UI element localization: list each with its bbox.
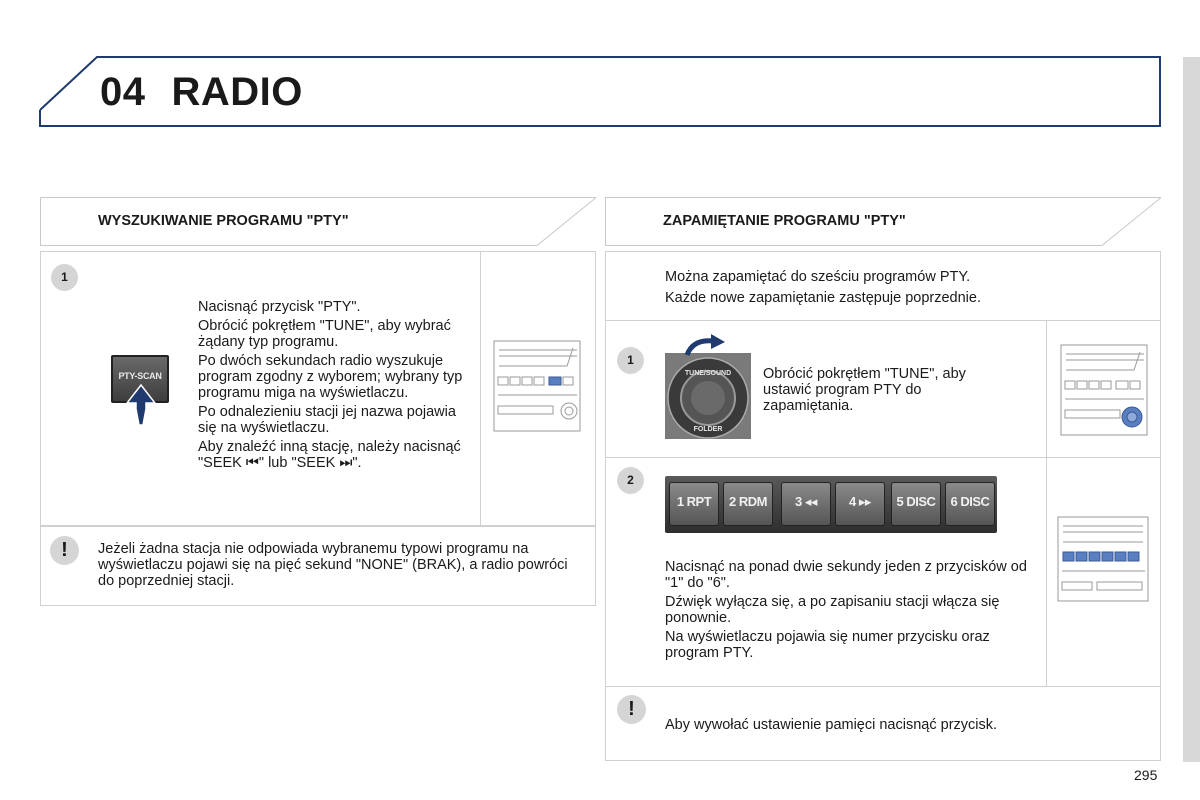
instruction-line: Aby znaleźć inną stację, należy nacisnąć "SEEK ⏮" lub "SEEK ⏭".	[198, 439, 461, 471]
page-number: 295	[1134, 767, 1158, 783]
side-tab-strip	[1183, 57, 1200, 762]
right-divider	[605, 686, 1161, 687]
right-section-header	[605, 197, 1161, 246]
left-step-divider	[480, 251, 481, 526]
tune-knob-illustration	[665, 353, 751, 439]
right-intro	[665, 269, 1145, 309]
knob-top-label: TUNE/SOUND	[684, 370, 732, 377]
intro-line: Każde nowe zapamiętanie zastępuje poprzednie.	[665, 290, 981, 306]
warning-icon: !	[50, 536, 79, 565]
right-section-title: ZAPAMIĘTANIE PROGRAMU "PTY"	[663, 213, 906, 229]
preset-key-3: 3 ◂◂	[781, 482, 831, 526]
left-step-instructions	[198, 299, 476, 474]
right-divider	[605, 320, 1161, 321]
preset-key-2: 2 RDM	[723, 482, 773, 526]
chapter-number: 04	[100, 70, 146, 114]
preset-key-6: 6 DISC	[945, 482, 995, 526]
left-section-header	[40, 197, 596, 246]
step-badge: 1	[51, 264, 78, 291]
chapter-title	[100, 70, 303, 115]
right-divider	[605, 457, 1161, 458]
instruction-line: Obrócić pokrętłem "TUNE", aby wybrać żądany typ programu.	[198, 318, 451, 350]
preset-key-5: 5 DISC	[891, 482, 941, 526]
instruction-line: Po dwóch sekundach radio wyszukuje program zgodny z wyborem; wybrany typ programu miga na wyświetlaczu.	[198, 353, 463, 401]
warning-icon: !	[617, 695, 646, 724]
instruction-line: Po odnalezieniu stacji jej nazwa pojawia się na wyświetlaczu.	[198, 404, 456, 436]
radio-panel-sketch-presets	[1057, 516, 1149, 602]
press-arrow-icon	[126, 383, 156, 427]
chapter-name: RADIO	[171, 70, 303, 114]
instruction-line: Na wyświetlaczu pojawia się numer przycisku oraz program PTY.	[665, 629, 990, 661]
right-step2-instructions	[665, 559, 1043, 664]
instruction-line: Nacisnąć przycisk "PTY".	[198, 299, 361, 315]
radio-panel-sketch-tune	[1060, 344, 1148, 436]
preset-key-1: 1 RPT	[669, 482, 719, 526]
right-step1-text: Obrócić pokrętłem "TUNE", aby ustawić program PTY do zapamiętania.	[763, 366, 966, 414]
right-image-divider	[1046, 320, 1047, 686]
radio-panel-sketch-pty	[493, 340, 581, 432]
knob-bottom-label: FOLDER	[693, 426, 723, 433]
step-badge: 2	[617, 467, 644, 494]
preset-key-4: 4 ▸▸	[835, 482, 885, 526]
left-note-text: Jeżeli żadna stacja nie odpowiada wybranemu typowi programu na wyświetlaczu pojawi się na pięć sekund "NONE" (BRAK), a radio powróci do poprzedniej stacji.	[98, 541, 568, 589]
intro-line: Można zapamiętać do sześciu programów PTY.	[665, 269, 971, 285]
pty-scan-button-label: PTY-SCAN	[118, 371, 162, 381]
step-badge: 1	[617, 347, 644, 374]
right-note-text: Aby wywołać ustawienie pamięci nacisnąć przycisk.	[665, 717, 998, 733]
instruction-line: Nacisnąć na ponad dwie sekundy jeden z przycisków od "1" do "6".	[665, 559, 1027, 591]
tune-knob-drawing	[665, 353, 751, 439]
preset-buttons-illustration	[665, 476, 997, 533]
instruction-line: Dźwięk wyłącza się, a po zapisaniu stacji włącza się ponownie.	[665, 594, 1000, 626]
left-section-title: WYSZUKIWANIE PROGRAMU "PTY"	[98, 213, 349, 229]
rotate-arrow-icon	[683, 333, 727, 359]
